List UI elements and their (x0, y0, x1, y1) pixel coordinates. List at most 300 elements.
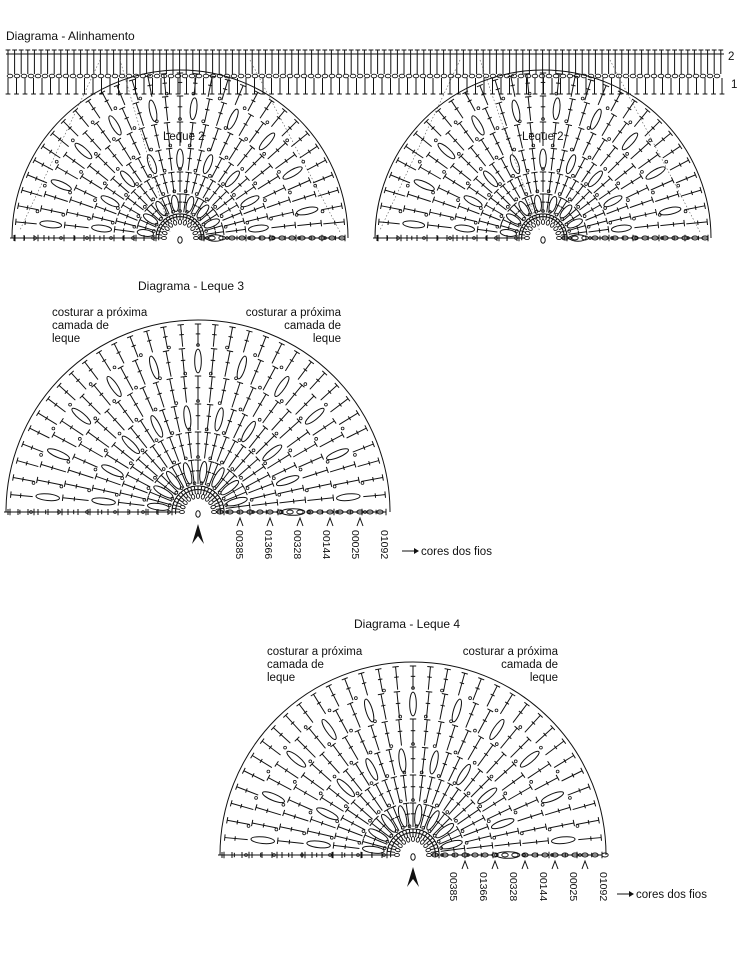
stitch-tick (75, 224, 76, 228)
chain-dot (67, 460, 70, 463)
stitch-crossbar (443, 174, 446, 179)
stitch-stem (426, 777, 432, 802)
stitch-tick (205, 109, 209, 110)
row-1-chain-stitch (392, 74, 398, 78)
stitch-stem (212, 158, 222, 177)
chain-dot (496, 127, 499, 130)
stitch-stem (158, 151, 163, 172)
stitch-stem (615, 166, 634, 181)
chain-dot (254, 354, 257, 357)
chain-stitch (401, 839, 406, 845)
stitch-stem (466, 703, 476, 727)
stitch-stem (122, 108, 132, 130)
stitch-crossbar (546, 194, 552, 195)
stitch-crossbar (18, 203, 19, 209)
stitch-stem (296, 396, 314, 414)
stitch-stem (345, 679, 353, 700)
stitch-crossbar (403, 803, 409, 804)
stitch-stem (334, 845, 360, 848)
stitch-stem (549, 173, 552, 193)
chain-dot (350, 761, 353, 764)
stitch-stem (534, 173, 537, 193)
stitch-stem (174, 407, 180, 432)
stitch-tick (157, 455, 161, 458)
stitch-crossbar (386, 749, 392, 750)
stitch-tick (526, 182, 530, 183)
stitch-crossbar (277, 174, 280, 179)
stitch-stem (235, 86, 243, 105)
cluster-stitch (564, 154, 577, 175)
stitch-stem (630, 200, 653, 208)
fan-3-yarn-code: 01366 (262, 530, 274, 560)
chain-stitch (183, 220, 188, 226)
chain-dot (135, 418, 138, 421)
chain-dot (649, 139, 652, 142)
stitch-stem (437, 829, 458, 841)
stitch-stem (252, 502, 278, 505)
cluster-stitch (149, 414, 165, 438)
chain-dot (209, 174, 212, 177)
stitch-stem (209, 377, 212, 403)
stitch-tick (239, 504, 240, 508)
stitch-crossbar (207, 404, 213, 405)
stitch-stem (280, 827, 305, 832)
cluster-stitch (410, 692, 417, 716)
stitch-crossbar (261, 121, 266, 125)
stitch-stem (205, 433, 208, 459)
stitch-stem (262, 741, 280, 755)
stitch-tick (550, 158, 554, 159)
stitch-stem (660, 223, 684, 226)
stitch-tick (443, 763, 447, 764)
stitch-stem (548, 823, 574, 828)
stitch-stem (608, 156, 625, 173)
fan-4-yarn-code: 01366 (477, 872, 489, 902)
stitch-crossbar (655, 209, 656, 215)
fan-3-title: Diagrama - Leque 3 (138, 279, 245, 293)
stitch-stem (513, 704, 527, 722)
stitch-crossbar (602, 138, 607, 141)
stitch-stem (563, 209, 577, 221)
stitch-tick (264, 493, 265, 497)
stitch-stem (585, 213, 603, 221)
stitch-crossbar (333, 418, 337, 423)
stitch-stem (562, 771, 583, 781)
chain-stitch (420, 839, 425, 845)
stitch-stem (482, 798, 504, 812)
row-1-chain-stitch (602, 74, 608, 78)
stitch-stem (62, 421, 84, 435)
stitch-stem (285, 352, 297, 371)
stitch-tick (213, 138, 217, 139)
stitch-crossbar (116, 138, 121, 141)
stitch-crossbar (525, 96, 531, 97)
stitch-crossbar (294, 350, 299, 353)
stitch-tick (562, 823, 563, 827)
stitch-stem (85, 362, 98, 380)
cluster-stitch (413, 178, 436, 193)
chain-dot (133, 127, 136, 130)
stitch-stem (65, 225, 89, 228)
stitch-crossbar (378, 219, 379, 225)
stitch-crossbar (114, 226, 115, 232)
chain-dot (576, 825, 579, 828)
stitch-stem (493, 831, 518, 837)
chain-dot (569, 796, 572, 799)
stitch-tick (608, 191, 611, 195)
stitch-crossbar (601, 834, 602, 840)
stitch-crossbar (79, 441, 82, 447)
stitch-crossbar (531, 172, 537, 173)
stitch-stem (598, 86, 606, 105)
stitch-stem (309, 728, 325, 748)
stitch-crossbar (248, 113, 254, 116)
cluster-stitch (510, 99, 521, 122)
stitch-stem (289, 800, 313, 811)
chain-dot (369, 819, 372, 822)
chain-stitch (208, 500, 214, 505)
row-1-chain-stitch (630, 74, 636, 78)
cluster-stitch (40, 220, 62, 229)
stitch-tick (584, 804, 585, 808)
chain-dot (617, 182, 620, 185)
stitch-stem (63, 121, 78, 136)
fan-4-sew-right-line1: costurar a próxima (462, 646, 558, 658)
row-1-chain-stitch (28, 74, 34, 78)
chain-stitch (411, 837, 414, 842)
stitch-stem (568, 99, 573, 122)
stitch-stem (460, 123, 474, 142)
stitch-tick (577, 226, 578, 230)
stitch-tick (267, 809, 268, 813)
chain-dot (171, 432, 174, 435)
stitch-stem (511, 739, 529, 757)
yarn-change-arrow (357, 518, 363, 526)
stitch-crossbar (188, 460, 194, 461)
stitch-stem (75, 188, 97, 198)
stitch-stem (93, 488, 118, 494)
chain-dot (114, 107, 117, 110)
cluster-stitch (91, 224, 112, 233)
stitch-stem (528, 764, 550, 778)
stitch-stem (53, 435, 76, 447)
stitch-stem (245, 156, 262, 173)
stitch-tick (137, 113, 141, 114)
chain-dot (515, 198, 518, 201)
stitch-crossbar (424, 719, 430, 720)
stitch-stem (568, 787, 589, 795)
stitch-stem (96, 206, 117, 214)
stitch-stem (478, 745, 493, 766)
stitch-stem (207, 405, 210, 431)
row-1-chain-stitch (679, 74, 685, 78)
stitch-crossbar (527, 122, 533, 123)
stitch-crossbar (684, 220, 685, 226)
stitch-tick (253, 471, 256, 475)
chain-dot (437, 775, 440, 778)
stitch-crossbar (63, 152, 67, 157)
stitch-stem (452, 166, 471, 181)
stitch-tick (531, 158, 535, 159)
stitch-stem (287, 432, 308, 447)
chain-dot (570, 148, 573, 151)
stitch-stem (147, 331, 153, 352)
stitch-crossbar (236, 202, 239, 208)
chain-dot (406, 184, 409, 187)
stitch-crossbar (126, 162, 131, 166)
row-1-chain-stitch (294, 74, 300, 78)
chain-dot (512, 174, 515, 177)
stitch-crossbar (245, 226, 246, 232)
stitch-stem (559, 151, 564, 172)
stitch-stem (583, 205, 600, 215)
cluster-stitch (306, 840, 330, 849)
stitch-crossbar (342, 736, 348, 739)
stitch-stem (216, 103, 223, 126)
stitch-stem (248, 484, 272, 493)
stitch-stem (65, 484, 90, 489)
stitch-crossbar (426, 152, 430, 157)
start-arrow-icon (192, 524, 204, 544)
row-1-chain-stitch (707, 74, 713, 78)
stitch-stem (563, 125, 568, 148)
fan-4-diagram (218, 617, 707, 901)
row-1-chain-stitch (357, 74, 363, 78)
stitch-stem (59, 385, 75, 400)
cluster-stitch (70, 406, 92, 426)
stitch-crossbar (183, 194, 189, 195)
stitch-crossbar (507, 179, 513, 182)
stitch-crossbar (365, 787, 370, 791)
stitch-stem (97, 123, 111, 142)
stitch-tick (291, 488, 292, 492)
stitch-crossbar (456, 787, 461, 791)
fan-3-yarn-code: 00025 (349, 530, 361, 560)
stitch-stem (333, 480, 359, 485)
stitch-crossbar (144, 179, 150, 182)
stitch-crossbar (314, 441, 317, 447)
row-1-chain-stitch (252, 74, 258, 78)
stitch-tick (143, 138, 147, 139)
stitch-stem (45, 194, 68, 201)
row-1-chain-stitch (287, 74, 293, 78)
stitch-stem (123, 205, 140, 215)
stitch-crossbar (382, 474, 383, 480)
chain-dot (225, 156, 228, 159)
stitch-tick (506, 831, 507, 835)
stitch-crossbar (556, 73, 562, 74)
stitch-stem (135, 360, 145, 384)
stitch-crossbar (138, 419, 143, 422)
stitch-crossbar (658, 222, 659, 228)
stitch-crossbar (478, 736, 484, 739)
row-1-chain-stitch (231, 74, 237, 78)
stitch-tick (133, 88, 137, 89)
chain-dot (69, 191, 72, 194)
cluster-stitch (100, 463, 124, 479)
stitch-stem (299, 704, 313, 722)
stitch-stem (385, 722, 390, 747)
stitch-stem (239, 115, 251, 136)
stitch-crossbar (193, 73, 199, 74)
cluster-stitch (189, 98, 198, 120)
stitch-tick (390, 205, 391, 209)
stitch-crossbar (275, 761, 279, 766)
chain-dot (495, 156, 498, 159)
chain-dot (173, 461, 176, 464)
fan-3-yarn-code: 00328 (291, 530, 303, 560)
chain-stitch (196, 494, 199, 499)
row-1-chain-stitch (567, 74, 573, 78)
chain-dot (344, 805, 347, 808)
chain-dot (243, 107, 246, 110)
stitch-crossbar (396, 719, 402, 720)
stitch-stem (248, 92, 258, 111)
cluster-stitch (50, 178, 73, 193)
stitch-stem (16, 222, 37, 224)
stitch-tick (440, 212, 441, 216)
stitch-crossbar (185, 172, 191, 173)
row-1-chain-stitch (469, 74, 475, 78)
chain-dot (361, 482, 364, 485)
row-1-chain-stitch (616, 74, 622, 78)
chain-dot (315, 437, 318, 440)
stitch-crossbar (151, 124, 157, 125)
chain-dot (629, 121, 632, 124)
stitch-crossbar (206, 98, 212, 99)
stitch-crossbar (598, 817, 599, 823)
chain-dot (474, 729, 477, 732)
stitch-crossbar (707, 219, 708, 225)
cluster-stitch (488, 718, 507, 741)
stitch-crossbar (179, 348, 185, 349)
stitch-tick (418, 195, 419, 199)
stitch-stem (205, 99, 210, 122)
chain-dot (139, 97, 142, 100)
stitch-stem (279, 500, 305, 503)
stitch-stem (11, 495, 33, 497)
stitch-stem (119, 502, 145, 505)
stitch-tick (245, 340, 249, 341)
stitch-stem (219, 164, 231, 182)
stitch-stem (428, 225, 452, 228)
fan-3-sew-left-line2: camada de (52, 320, 109, 332)
fan-3-sew-left-line1: costurar a próxima (52, 307, 148, 319)
stitch-tick (345, 845, 346, 849)
stitch-crossbar (344, 219, 345, 225)
chain-dot (514, 760, 517, 763)
cluster-stitch (644, 165, 666, 182)
cluster-stitch (275, 474, 299, 488)
row-1-chain-stitch (336, 74, 342, 78)
stitch-stem (561, 177, 569, 195)
cluster-stitch (296, 205, 319, 216)
stitch-crossbar (489, 162, 494, 166)
stitch-tick (212, 445, 216, 446)
cluster-stitch (320, 718, 339, 741)
stitch-crossbar (321, 220, 322, 226)
stitch-crossbar (529, 148, 535, 149)
alignment-diagram (6, 29, 738, 243)
stitch-tick (378, 679, 382, 680)
stitch-stem (602, 115, 614, 136)
stitch-tick (576, 138, 580, 139)
stitch-tick (642, 201, 643, 205)
chain-dot (222, 432, 225, 435)
stitch-tick (236, 228, 237, 232)
row-1-chain-stitch (518, 74, 524, 78)
stitch-stem (645, 121, 660, 136)
stitch-tick (279, 201, 280, 205)
stitch-tick (316, 471, 317, 475)
stitch-stem (80, 444, 103, 457)
stitch-tick (164, 420, 168, 421)
stitch-stem (243, 331, 249, 352)
chain-stitch (205, 496, 210, 502)
row-1-chain-stitch (434, 74, 440, 78)
stitch-crossbar (553, 122, 559, 123)
stitch-tick (291, 827, 292, 831)
chain-dot (386, 775, 389, 778)
stitch-stem (499, 103, 506, 126)
chain-dot (104, 449, 107, 452)
cluster-stitch (73, 141, 94, 161)
stitch-crossbar (168, 172, 174, 173)
stitch-stem (220, 133, 230, 155)
chain-dot (499, 183, 502, 186)
chain-dot (286, 139, 289, 142)
chain-dot (369, 751, 372, 754)
stitch-stem (120, 493, 145, 499)
row-1-chain-stitch (378, 74, 384, 78)
cluster-stitch (450, 698, 463, 723)
stitch-crossbar (545, 824, 546, 830)
row-1-chain-stitch (441, 74, 447, 78)
stitch-tick (564, 135, 568, 136)
stitch-crossbar (573, 820, 574, 826)
stitch-stem (526, 174, 531, 193)
chain-stitch (416, 837, 421, 843)
stitch-crossbar (161, 73, 167, 74)
stitch-stem (252, 166, 271, 181)
yarn-change-arrow (552, 861, 558, 869)
cluster-stitch (566, 217, 584, 230)
stitch-crossbar (392, 667, 398, 668)
stitch-stem (578, 838, 601, 840)
cluster-stitch (285, 749, 307, 769)
stitch-crossbar (177, 325, 183, 326)
stitch-stem (119, 213, 137, 221)
stitch-tick (479, 836, 480, 840)
stitch-crossbar (80, 174, 83, 179)
chain-stitch (162, 231, 168, 236)
stitch-tick (158, 499, 159, 503)
stitch-stem (232, 383, 240, 408)
stitch-crossbar (203, 124, 209, 125)
stitch-stem (123, 484, 147, 493)
chain-stitch (182, 500, 188, 505)
stitch-tick (266, 502, 267, 506)
row-1-chain-stitch (427, 74, 433, 78)
stitch-crossbar (229, 327, 235, 328)
stitch-stem (377, 753, 386, 778)
stitch-tick (197, 160, 201, 161)
stitch-stem (237, 147, 252, 166)
chain-dot (264, 199, 267, 202)
row-1-chain-stitch (77, 74, 83, 78)
stitch-tick (55, 195, 56, 199)
stitch-stem (391, 175, 410, 183)
